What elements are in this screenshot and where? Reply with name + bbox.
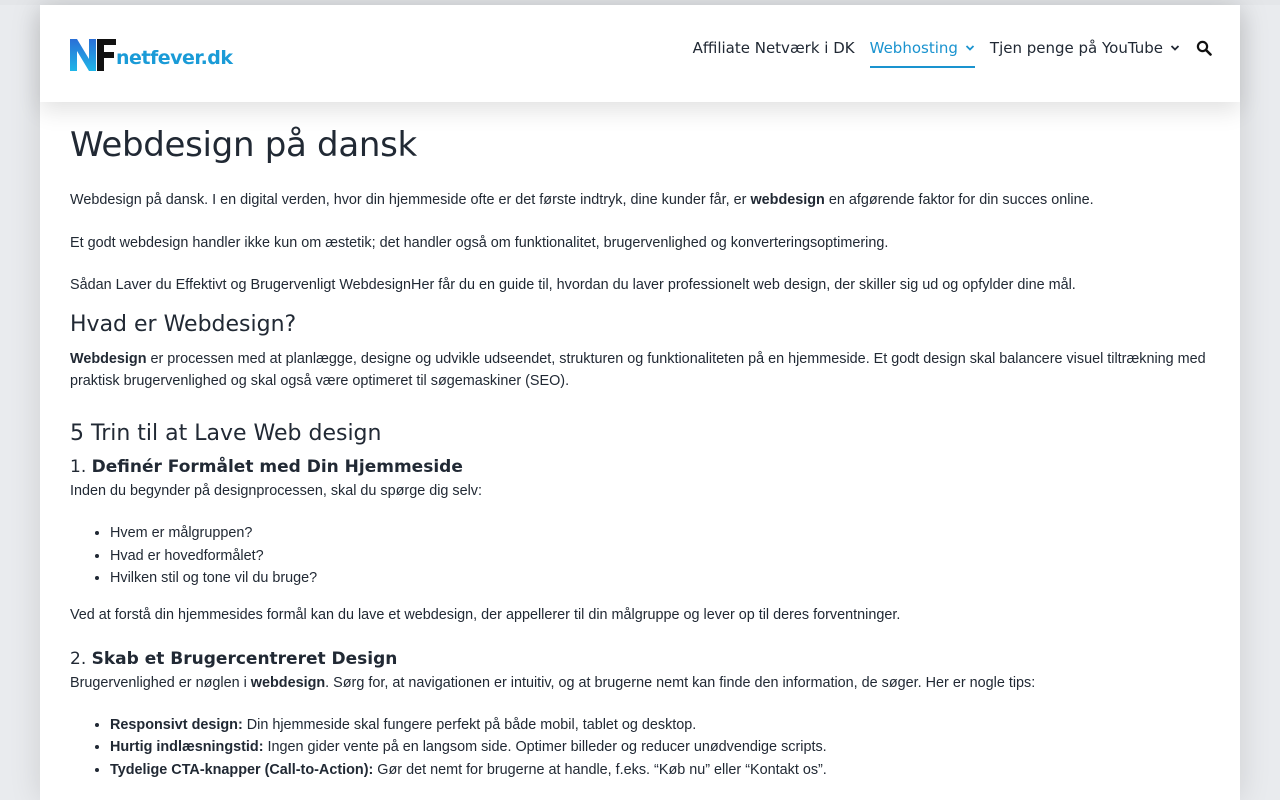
intro-paragraph: Et godt webdesign handler ikke kun om æstetik; det handler også om funktionalitet, brugervenlighed og konverteringsoptimering. [70,235,889,251]
intro-paragraph: Sådan Laver du Effektivt og Brugervenligt WebdesignHer får du en guide til, hvordan du laver professionelt web design, der skiller sig ud og opfylder dine mål. [70,277,1076,293]
search-icon[interactable] [1196,40,1212,56]
nav-item-label: Webhosting [869,39,958,57]
step2-list [70,714,1210,782]
nav-item-affiliate[interactable] [693,33,855,63]
logo-nf-icon [70,37,120,73]
site-header [40,5,1240,102]
main-nav [678,33,1212,69]
step1-outro: Ved at forstå din hjemmesides formål kan du lave et webdesign, der appellerer til din målgruppe og lever op til deres forventninger. [70,606,901,623]
chevron-down-icon [965,43,975,53]
list-item: • Responsivt design: Din hjemmeside skal fungere perfekt på både mobil, tablet og desktop. [110,714,1210,737]
article [70,119,1210,781]
intro-paragraph: Webdesign på dansk. I en digital verden, hvor din hjemmeside ofte er det første indtryk, dine kunder får, er webdesign en afgørende faktor for din succes online. [70,192,1094,208]
nav-item-webhosting[interactable] [870,33,975,63]
list-item: • Hurtig indlæsningstid: Ingen gider vente på en langsom side. Optimer billeder og reducer unødvendige scripts. [110,736,1210,759]
page-container [40,5,1240,800]
chevron-down-icon [1170,43,1180,53]
step1-list [70,522,1210,590]
step2-intro: Brugervenlighed er nøglen i webdesign. Sørg for, at navigationen er intuitiv, og at brugerne nemt kan finde den information, de søger. Her er nogle tips: [70,674,1036,691]
what-paragraph: Webdesign er processen med at planlægge, designe og udvikle udseendet, strukturen og funktionaliteten på en hjemmeside. Et godt design skal balancere visuel tiltrækning med praktisk brugervenlighed og skal også være optimeret til søgemaskiner (SEO). [70,351,1206,389]
nav-item-youtube[interactable] [990,33,1180,63]
step-heading-1: 1. Definér Formålet med Din Hjemmeside [70,457,463,477]
list-item: • Hvad er hovedformålet? [110,545,1210,568]
list-item: • Tydelige CTA-knapper (Call-to-Action): Gør det nemt for brugerne at handle, f.eks. “Køb nu” eller “Kontakt os”. [110,759,1210,782]
step-heading-2: 2. Skab et Brugercentreret Design [70,648,398,669]
list-item: • Hvem er målgruppen? [110,522,1210,545]
logo-text: netfever.dk [116,47,233,69]
section-heading-steps: 5 Trin til at Lave Web design [70,421,382,446]
page-title: Webdesign på dansk [70,125,417,165]
nav-item-label: Tjen penge på YouTube [989,39,1163,57]
list-item: • Hvilken stil og tone vil du bruge? [110,567,1210,590]
nav-item-label: Affiliate Netværk i DK [692,39,855,57]
site-logo[interactable] [70,37,233,73]
step1-intro: Inden du begynder på designprocessen, skal du spørge dig selv: [70,483,482,499]
section-heading-what: Hvad er Webdesign? [70,312,297,337]
